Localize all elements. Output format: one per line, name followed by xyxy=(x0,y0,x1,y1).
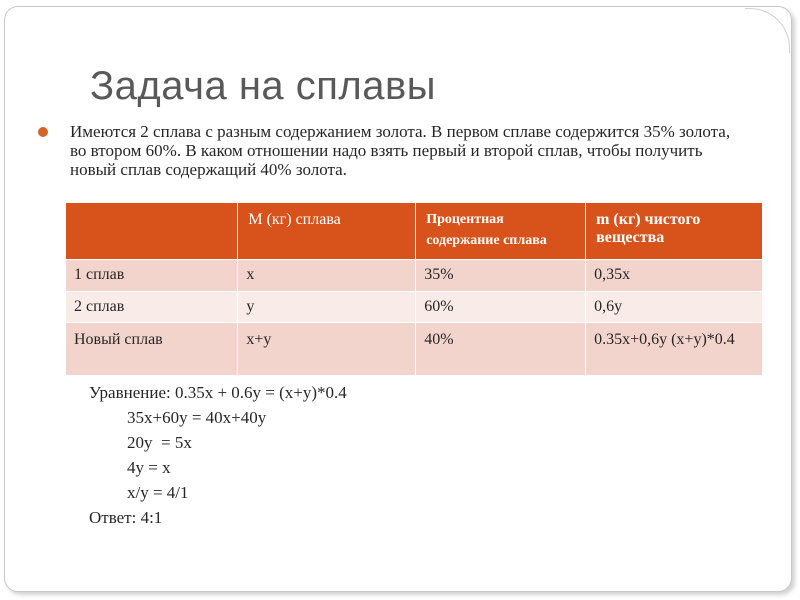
table-cell: 40% xyxy=(416,323,586,375)
table-row xyxy=(66,292,763,323)
problem-statement xyxy=(48,122,748,179)
equation-line: Уравнение: 0.35x + 0.6y = (x+y)*0.4 xyxy=(89,383,347,402)
table-header-row xyxy=(66,203,763,260)
table-cell: 0.35x+0,6y (x+y)*0.4 xyxy=(586,323,763,375)
table-cell: 1 сплав xyxy=(66,260,238,292)
solution-step: x/y = 4/1 xyxy=(127,483,189,502)
solution-step: 4y = x xyxy=(127,458,171,477)
table-cell: x+y xyxy=(238,323,416,375)
table-header-cell: Процентная содержание сплава xyxy=(416,203,586,260)
slide-title: Задача на сплавы xyxy=(90,64,437,108)
solution-step: 20y = 5x xyxy=(127,433,192,452)
table-cell: 60% xyxy=(416,292,586,323)
table-header-cell: М (кг) сплава xyxy=(238,203,416,260)
table-cell: 2 сплав xyxy=(66,292,238,323)
alloy-table xyxy=(66,203,763,375)
solution-step: 35x+60y = 40x+40y xyxy=(127,408,267,427)
table-cell: 35% xyxy=(416,260,586,292)
bullet-icon xyxy=(38,127,48,137)
table-cell: x xyxy=(238,260,416,292)
table-header-cell xyxy=(66,203,238,260)
table-header-cell: m (кг) чистого вещества xyxy=(586,203,763,260)
answer-line: Ответ: 4:1 xyxy=(89,508,163,527)
problem-text: Имеются 2 сплава с разным содержанием золота. В первом сплаве содержится 35% золота, во втором 60%. В каком отношении надо взять первый и второй сплав, чтобы получить новый сплав содержащий 40% золота. xyxy=(70,122,731,179)
table-row xyxy=(66,323,763,375)
table-cell: y xyxy=(238,292,416,323)
table-cell: 0,6y xyxy=(586,292,763,323)
table-cell: 0,35x xyxy=(586,260,763,292)
solution-block xyxy=(89,380,347,530)
table-cell: Новый сплав xyxy=(66,323,238,375)
table-row xyxy=(66,260,763,292)
